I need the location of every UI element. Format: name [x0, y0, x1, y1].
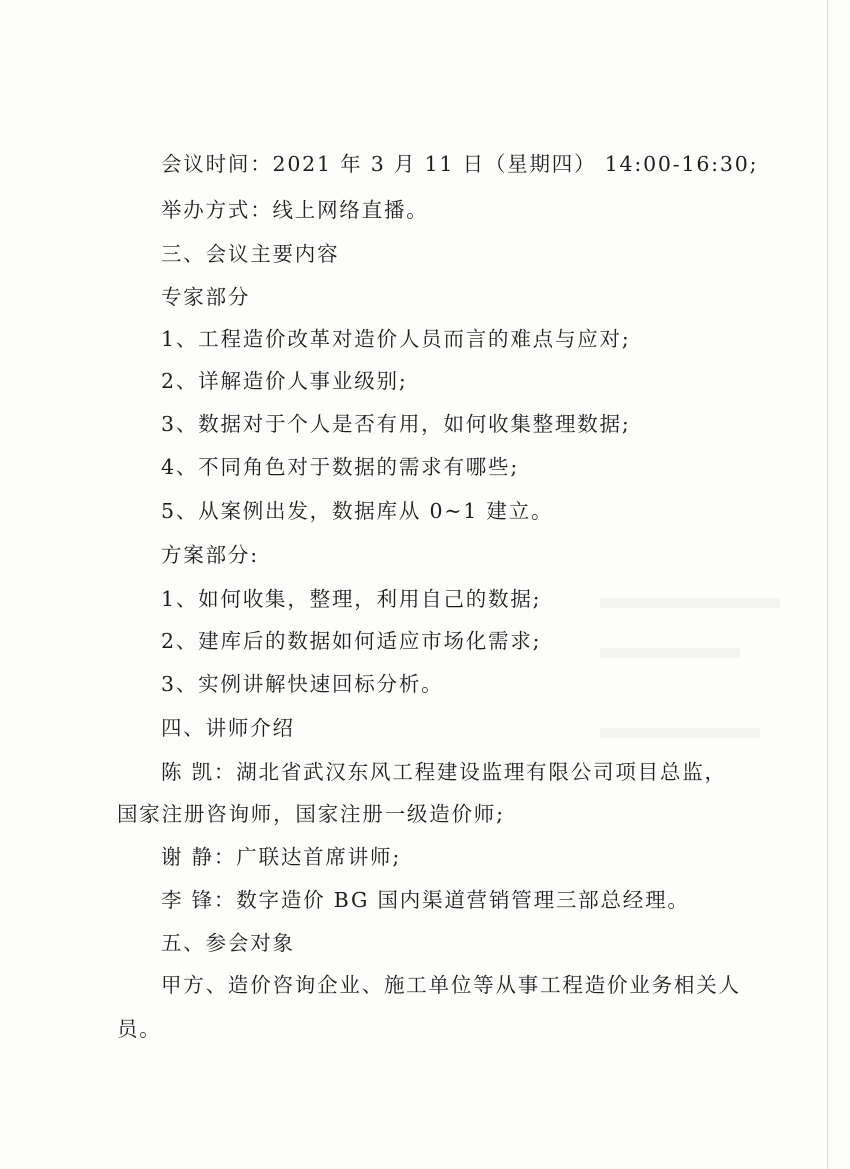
lecturer-1-line-2: 国家注册咨询师，国家注册一级造价师; — [117, 802, 505, 826]
section-5-heading: 五、参会对象 — [161, 931, 295, 955]
solution-item-1: 1、如何收集，整理，利用自己的数据; — [161, 587, 542, 611]
lecturer-1-line-1: 陈 凯：湖北省武汉东风工程建设监理有限公司项目总监， — [161, 760, 727, 784]
expert-item-5: 5、从案例出发，数据库从 0~1 建立。 — [161, 499, 554, 523]
section-3-heading: 三、会议主要内容 — [161, 242, 340, 266]
section-4-heading: 四、讲师介绍 — [161, 716, 295, 740]
expert-item-3: 3、数据对于个人是否有用，如何收集整理数据; — [161, 412, 631, 436]
bleed-through-mark — [600, 598, 780, 608]
bleed-through-mark — [600, 728, 760, 738]
expert-item-1: 1、工程造价改革对造价人员而言的难点与应对; — [161, 327, 631, 351]
expert-item-2: 2、详解造价人事业级别; — [161, 369, 408, 393]
lecturer-2: 谢 静：广联达首席讲师; — [161, 845, 402, 869]
scan-edge — [827, 0, 828, 1169]
meeting-time-line: 会议时间：2021 年 3 月 11 日（星期四） 14:00-16:30; — [161, 152, 759, 176]
audience-line-2: 员。 — [117, 1017, 162, 1041]
expert-item-4: 4、不同角色对于数据的需求有哪些; — [161, 455, 520, 479]
bleed-through-mark — [600, 648, 740, 658]
lecturer-3: 李 锋：数字造价 BG 国内渠道营销管理三部总经理。 — [161, 888, 690, 912]
solution-section-heading: 方案部分: — [161, 543, 259, 567]
solution-item-3: 3、实例讲解快速回标分析。 — [161, 672, 444, 696]
audience-line-1: 甲方、造价咨询企业、施工单位等从事工程造价业务相关人 — [161, 973, 741, 997]
expert-section-heading: 专家部分 — [161, 285, 251, 309]
host-method-line: 举办方式：线上网络直播。 — [161, 198, 429, 222]
solution-item-2: 2、建库后的数据如何适应市场化需求; — [161, 629, 542, 653]
